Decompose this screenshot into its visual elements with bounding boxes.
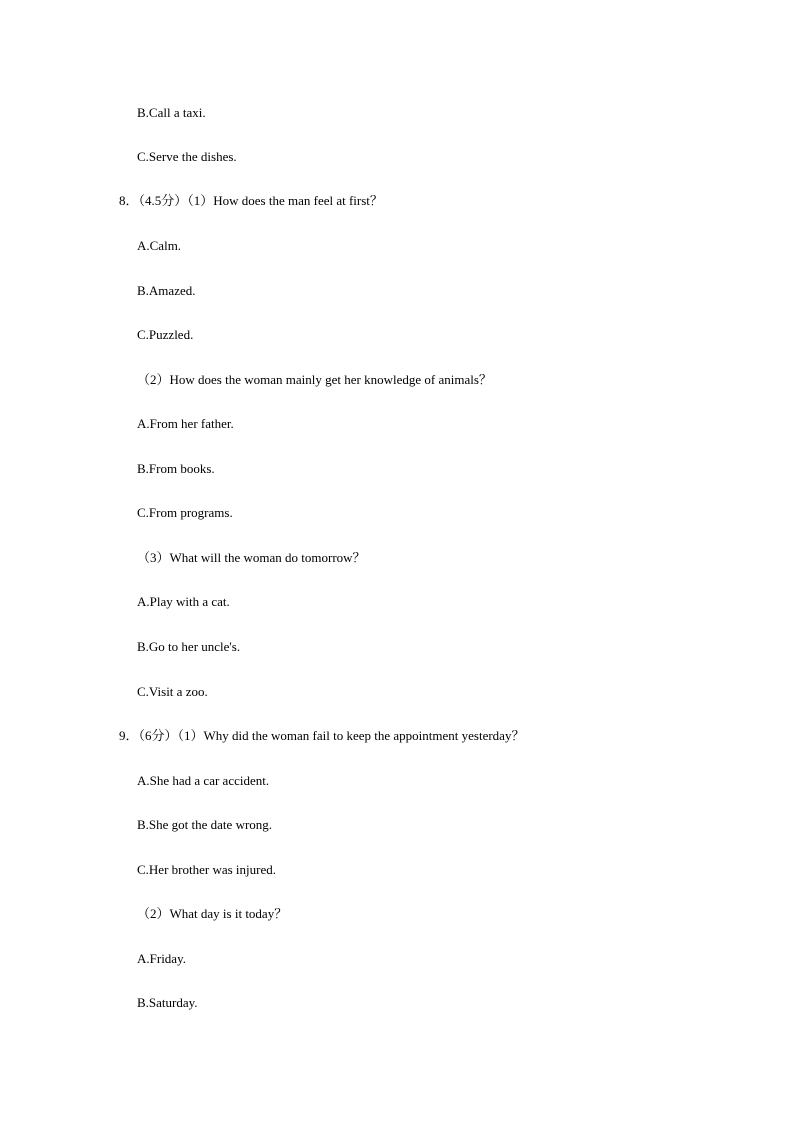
- option-7b: B.Call a taxi.: [137, 105, 206, 120]
- question-8-1: 8．（4.5分）（1）How does the man feel at first？: [119, 193, 383, 208]
- option-8-3b: B.Go to her uncle's.: [137, 639, 241, 654]
- option-9-2b: B.Saturday.: [137, 995, 198, 1010]
- option-7c: C.Serve the dishes.: [137, 149, 237, 164]
- option-8-3c: C.Visit a zoo.: [137, 684, 208, 699]
- question-9-1: 9．（6分）（1）Why did the woman fail to keep the appointment yesterday？: [119, 728, 525, 743]
- option-8-1b: B.Amazed.: [137, 283, 196, 298]
- option-8-3a: A.Play with a cat.: [137, 594, 230, 609]
- option-8-1a: A.Calm.: [137, 238, 182, 253]
- option-9-1b: B.She got the date wrong.: [137, 817, 273, 832]
- question-8-2: （2）How does the woman mainly get her knowledge of animals？: [137, 372, 492, 387]
- option-8-2b: B.From books.: [137, 461, 215, 476]
- option-8-2c: C.From programs.: [137, 505, 233, 520]
- option-9-1a: A.She had a car accident.: [137, 773, 270, 788]
- option-8-2a: A.From her father.: [137, 416, 234, 431]
- option-8-1c: C.Puzzled.: [137, 327, 194, 342]
- question-9-2: （2）What day is it today？: [137, 906, 288, 921]
- question-8-3: （3）What will the woman do tomorrow？: [137, 550, 366, 565]
- option-9-2a: A.Friday.: [137, 951, 186, 966]
- option-9-1c: C.Her brother was injured.: [137, 862, 276, 877]
